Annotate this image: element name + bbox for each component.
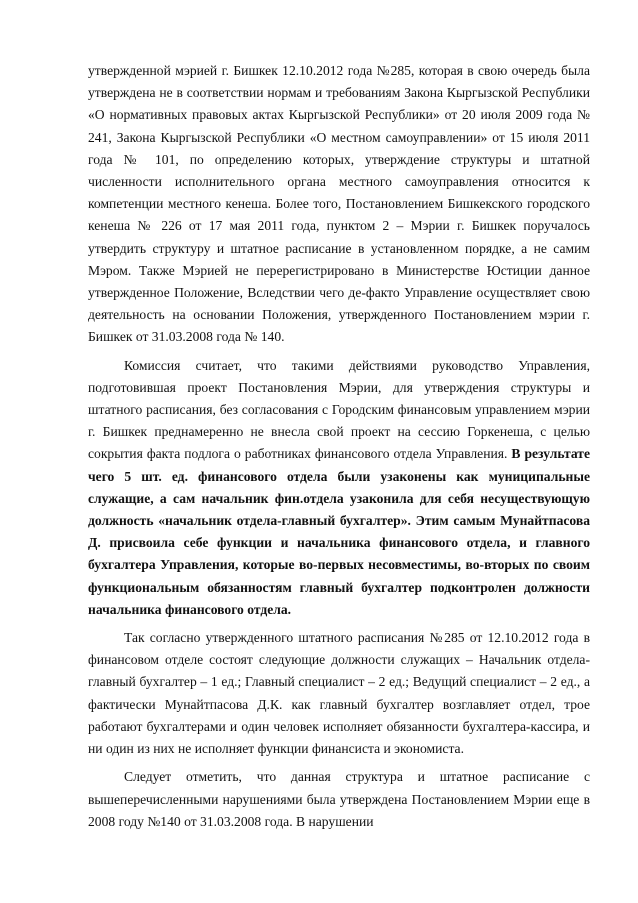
paragraph-3: Так согласно утвержденного штатного расписания №285 от 12.10.2012 года в финансовом отделе состоят следующие должности служащих – Начальник отдела-главный бухгалтер – 1 ед.; Главный специалист – 2 ед.; Ведущий специалист – 2 ед., а фактически Мунайтпасова Д.К. как главный бухгалтер возглавляет отдел, трое работают бухгалтерами и один человек исполняет обязанности бухгалтера-кассира, и ни один из них не исполняет функции финансиста и экономиста. (88, 630, 590, 757)
paragraph-1: утвержденной мэрией г. Бишкек 12.10.2012 года №285, которая в свою очередь была утверждена не в соответствии нормам и требованиям Закона Кыргызской Республики «О нормативных правовых актах Кыргызской Республики» от 20 июля 2009 года № 241, Закона Кыргызской Республики «О местном самоуправлении» от 15 июля 2011 года № 101, по определению которых, утверждение структуры и штатной численности исполнительного органа местного самоуправления относится к компетенции местного кенеша. Более того, Постановлением Бишкекского городского кенеша № 226 от 17 мая 2011 года, пунктом 2 – Мэрии г. Бишкек поручалось утвердить структуру и штатное расписание в установленном порядке, а не самим Мэром. Также Мэрией не перерегистрировано в Министерстве Юстиции данное утвержденное Положение, Вследствии чего де-факто Управление осуществляет свою деятельность на основании Положения, утвержденного Постановлением мэрии г. Бишкек от 31.03.2008 года № 140. (88, 63, 590, 345)
paragraph-2-bold-text: В результате чего 5 шт. ед. финансового отдела были узаконены как муниципальные служащие, а сам начальник фин.отдела узаконила для себя несуществующую должность «начальник отдела-главный бухгалтер». Этим самым Мунайтпасова Д. присвоила себе функции и начальника финансового отдела, и главного бухгалтера Управления, которые во-первых несовместимы, во-вторых по своим функциональным обязанностям главный бухгалтер подконтролен должности начальника финансового отдела. (88, 446, 590, 617)
paragraph-2 (88, 355, 590, 621)
document-page (88, 60, 590, 833)
paragraph-2-regular-text: Комиссия считает, что такими действиями руководство Управления, подготовившая проект Постановления Мэрии, для утверждения структуры и штатного расписания, без согласования с Городским финансовым управлением мэрии г. Бишкек преднамеренно не внесла свой проект на сессию Горкенеша, с целью сокрытия факта подлога о работниках финансового отдела Управления. (88, 357, 590, 462)
paragraph-4: Следует отметить, что данная структура и штатное расписание с вышеперечисленными нарушениями была утверждена Постановлением Мэрии еще в 2008 году №140 от 31.03.2008 года. В нарушении (88, 769, 590, 829)
